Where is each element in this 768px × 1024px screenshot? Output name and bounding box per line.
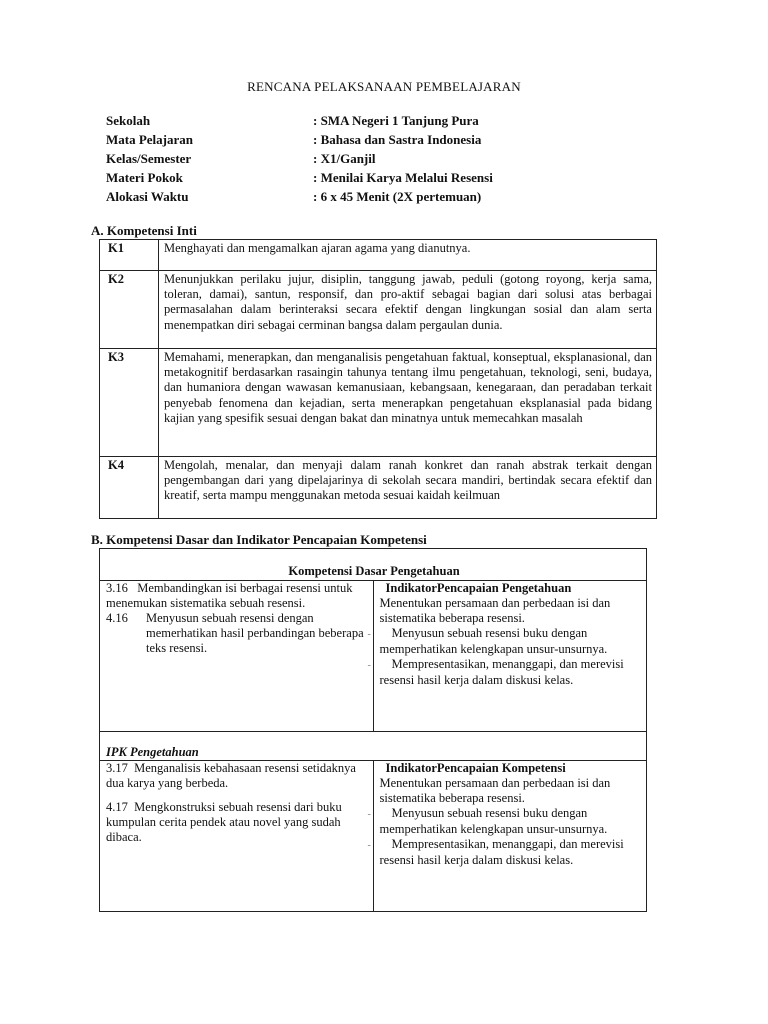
identity-label: Alokasi Waktu [106,189,189,204]
indicator-item [367,837,643,868]
bullet-dash: - [367,629,371,640]
indicator-text: Mempresentasikan, menanggapi, dan merevisi resensi hasil kerja dalam diskusi kelas. [379,657,624,687]
competency-text: Mengolah, menalar, dan menyaji dalam ranah konkret dan ranah abstrak terkait dengan pengembangan dari yang dipelajarinya di sekolah secara mandiri, bertindak secara efektif dan kreatif, serta mampu menggunakan metoda sesuai kaidah keilmuan [159,457,657,519]
bullet-dash: - [367,660,371,671]
indicator-item [380,596,643,626]
kd-cell [100,761,374,912]
document-title: RENCANA PELAKSANAAN PEMBELAJARAN [247,79,521,94]
kd-header: Kompetensi Dasar Pengetahuan [100,549,647,581]
indicator-cell [367,761,647,912]
indicator-item [367,657,643,688]
identity-label: Kelas/Semester [106,151,192,166]
kd-text: Menyusun sebuah resensi dengan memerhatikan hasil perbandingan beberapa teks resensi. [146,611,364,655]
kd-text: Mengkonstruksi sebuah resensi dari buku kumpulan cerita pendek atau novel yang sudah dibaca. [106,800,342,844]
table-row [100,732,647,761]
table-row [100,349,657,457]
kd-text: Membandingkan isi berbagai resensi untuk menemukan sistematika sebuah resensi. [106,581,353,610]
competency-code: K4 [100,457,159,519]
identity-label: Sekolah [106,113,151,128]
indicator-item [367,806,643,837]
kd-item [106,800,369,845]
bullet-dash: - [367,809,371,820]
ipk-header: IPK Pengetahuan [100,732,647,761]
table-row [100,457,657,519]
indicator-title: IndikatorPencapaian Pengetahuan [385,581,572,595]
identity-row-time [106,189,706,208]
indicator-item [380,776,643,806]
identity-label: Materi Pokok [106,170,183,185]
identity-value: : X1/Ganjil [313,151,376,166]
kd-text: Menganalisis kebahasaan resensi setidaknya dua karya yang berbeda. [106,761,356,790]
identity-block [106,113,706,208]
identity-value: : SMA Negeri 1 Tanjung Pura [313,113,479,128]
competency-code: K2 [100,271,159,349]
competency-text: Menunjukkan perilaku jujur, disiplin, tanggung jawab, peduli (gotong royong, kerja sama, toleran, damai), santun, responsif, dan pro-aktif sebagai bagian dari solusi atas berbagai permasalahan dalam berinteraksi secara efektif dengan lingkungan sosial dan alam serta menempatkan diri sebagai cerminan bangsa dalam pergaulan dunia. [159,271,657,349]
section-a-heading: A. Kompetensi Inti [91,223,197,238]
identity-value: : 6 x 45 Menit (2X pertemuan) [313,189,482,204]
kd-item [106,611,369,656]
competency-text: Menghayati dan mengamalkan ajaran agama yang dianutnya. [159,240,657,271]
kd-number: 4.17 [106,800,128,814]
table-row [100,761,647,912]
kd-cell [100,581,374,732]
indicator-item [367,626,643,657]
kd-item [106,581,369,611]
kd-number: 4.16 [106,611,128,625]
competency-text: Memahami, menerapkan, dan menganalisis pengetahuan faktual, konseptual, eksplanasional, dan metakognitif berdasarkan rasaingin tahunya tentang ilmu pengetahuan, teknologi, seni, budaya, dan humaniora dengan wawasan kemanusiaan, kebangsaan, kenegaraan, dan peradaban terkait penyebab fenomena dan kejadian, serta menerapkan pengetahuan eksplanasial pada bidang kajian yang spesifik sesuai dengan bakat dan minatnya untuk memecahkan masalah [159,349,657,457]
indicator-cell [367,581,647,732]
competency-code: K3 [100,349,159,457]
core-competency-table [99,239,657,519]
identity-row-subject [106,132,706,151]
indicator-text: Menyusun sebuah resensi buku dengan memperhatikan kelengkapan unsur-unsurnya. [379,626,608,656]
table-row [100,549,647,581]
section-b-heading: B. Kompetensi Dasar dan Indikator Pencapaian Kompetensi [91,532,427,547]
indicator-title: IndikatorPencapaian Kompetensi [385,761,566,775]
identity-row-class [106,151,706,170]
competency-code: K1 [100,240,159,271]
identity-row-topic [106,170,706,189]
indicator-text: Menentukan persamaan dan perbedaan isi dan sistematika beberapa resensi. [379,596,611,625]
kd-number: 3.17 [106,761,128,775]
table-row [100,581,647,732]
bullet-dash: - [367,840,371,851]
indicator-text: Mempresentasikan, menanggapi, dan merevisi resensi hasil kerja dalam diskusi kelas. [379,837,624,867]
identity-value: : Bahasa dan Sastra Indonesia [313,132,482,147]
spacer [106,791,369,800]
indicator-text: Menyusun sebuah resensi buku dengan memperhatikan kelengkapan unsur-unsurnya. [379,806,608,836]
identity-label: Mata Pelajaran [106,132,194,147]
basic-competency-table [99,548,647,912]
indicator-text: Menentukan persamaan dan perbedaan isi dan sistematika beberapa resensi. [379,776,611,805]
table-row [100,240,657,271]
kd-item [106,761,369,791]
identity-row-school [106,113,706,132]
table-row [100,271,657,349]
identity-value: : Menilai Karya Melalui Resensi [313,170,493,185]
kd-number: 3.16 [106,581,128,595]
